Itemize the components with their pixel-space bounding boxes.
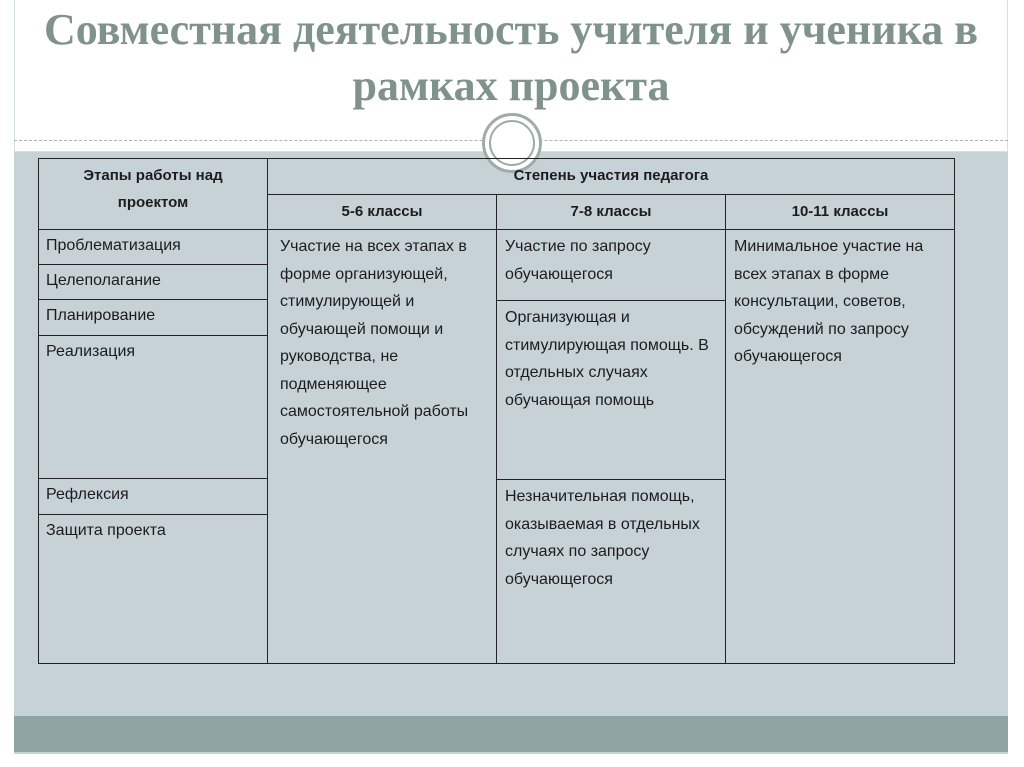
grade-7-8-organizing-help: Организующая и стимулирующая помощь. В отдельных случаях обучающая помощь — [496, 300, 726, 480]
stage-project-defense: Защита проекта — [38, 514, 268, 664]
grade-10-11-participation: Минимальное участие на всех этапах в форме консультации, советов, обсуждений по запросу обучающегося — [725, 229, 955, 664]
participation-header: Степень участия педагога — [267, 158, 955, 195]
stages-header: Этапы работы над проектом — [38, 158, 268, 230]
grade-7-8-header: 7-8 классы — [496, 194, 726, 230]
grade-5-6-participation: Участие на всех этапах в форме организующей, стимулирующей и обучающей помощи и руководства, не подменяющее самостоятельной работы обучающегося — [267, 229, 497, 664]
grade-7-8-on-request: Участие по запросу обучающегося — [496, 229, 726, 301]
stage-implementation: Реализация — [38, 335, 268, 479]
grade-10-11-header: 10-11 классы — [725, 194, 955, 230]
participation-table — [38, 158, 955, 664]
grade-5-6-header: 5-6 классы — [267, 194, 497, 230]
stage-goal-setting: Целеполагание — [38, 264, 268, 300]
stage-problematization: Проблематизация — [38, 229, 268, 265]
grade-7-8-minor-help: Незначительная помощь, оказываемая в отдельных случаях по запросу обучающегося — [496, 479, 726, 664]
stage-reflection: Рефлексия — [38, 478, 268, 515]
slide-title: Совместная деятельность учителя и ученика в рамках проекта — [43, 5, 979, 110]
footer-band — [14, 716, 1008, 752]
stage-planning: Планирование — [38, 299, 268, 336]
